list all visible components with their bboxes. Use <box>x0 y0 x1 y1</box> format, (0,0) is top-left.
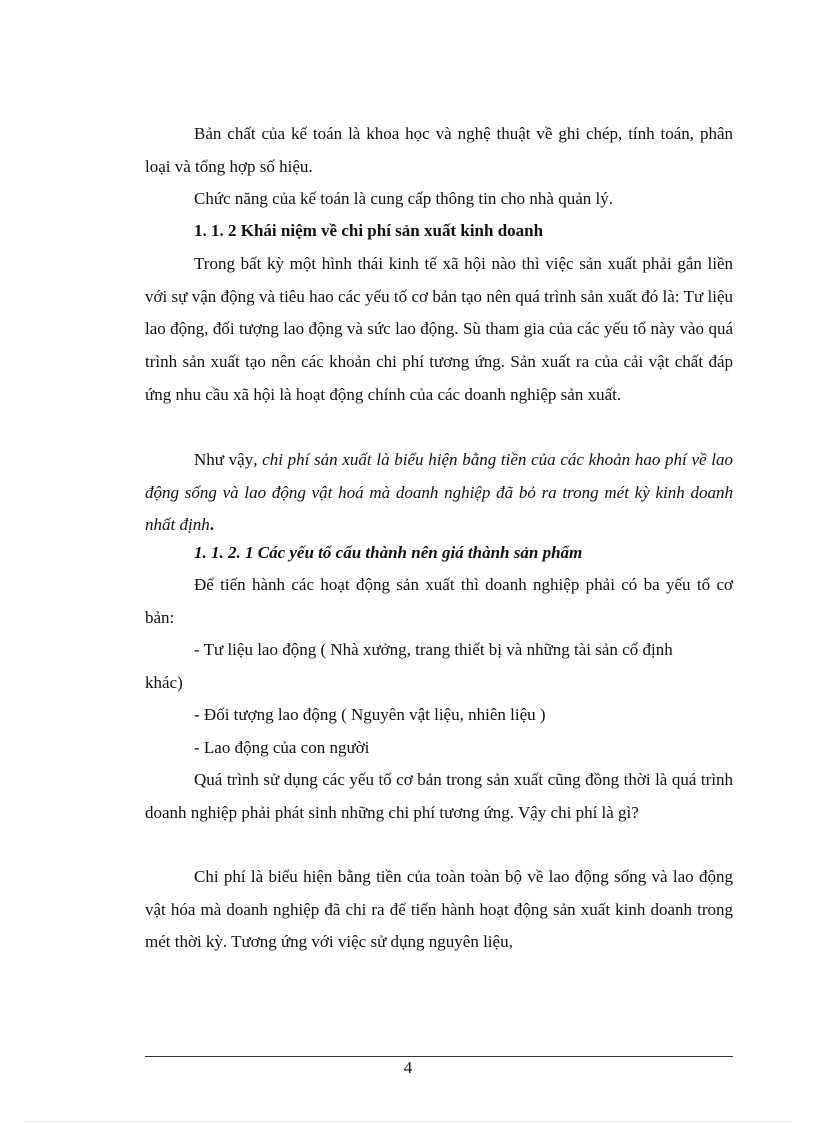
paragraph-cost-expression: Chi phí là biểu hiện bằng tiền của toàn toàn bộ về lao động sống và lao động vật hóa mà doanh nghiệp đã chi ra để tiến hành hoạt động sản xuất kinh doanh trong mét thời kỳ. Tương ứng với việc sử dụng nguyên liệu, <box>145 867 733 952</box>
paragraph-cost-process: Quá trình sử dụng các yếu tố cơ bản trong sản xuất cũng đồng thời là quá trình doanh nghiệp phải phát sinh những chi phí tương ứng. Vậy chi phí là gì? <box>145 770 733 822</box>
section-heading-1-1-2-1: 1. 1. 2. 1 Các yếu tố cấu thành nên giá thành sản phẩm <box>194 543 583 562</box>
list-item-labor-means: - Tư liệu lao động ( Nhà xưởng, trang thiết bị và những tài sản cố định <box>194 640 673 659</box>
paragraph-production-factors: Trong bất kỳ một hình thái kinh tế xã hội nào thì việc sản xuất phải gắn liền với sự vận động và tiêu hao các yếu tố cơ bản tạo nên quá trình sản xuất đó là: Tư liệu lao động, đối tượng lao động và sức lao động. Sù tham gia của các yếu tố này vào quá trình sản xuất tạo nên các khoản chi phí tương ứng. Sản xuất ra của cải vật chất đáp ứng nhu cầu xã hội là hoạt động chính của các doanh nghiệp sản xuất. <box>145 254 733 404</box>
page-number: 4 <box>403 1058 413 1077</box>
cost-definition-end: . <box>209 515 214 535</box>
footer-divider <box>145 1056 733 1057</box>
page-edge-dotted-line <box>25 1121 791 1122</box>
section-heading-1-1-2: 1. 1. 2 Khái niệm về chi phí sản xuất kinh doanh <box>194 221 544 240</box>
paragraph-accounting-function: Chức năng của kế toán là cung cấp thông tin cho nhà quản lý. <box>194 189 613 208</box>
list-item-human-labor: - Lao động của con người <box>194 738 370 757</box>
paragraph-cost-definition <box>145 444 733 542</box>
cost-definition-italic: , chi phí sản xuất là biểu hiện bằng tiền của các khoản hao phí về lao động sống và lao động vật hoá mà doanh nghiệp đã bỏ ra trong mét kỳ kinh doanh nhất định <box>145 450 733 535</box>
list-item-labor-objects: - Đối tượng lao động ( Nguyên vật liệu, nhiên liệu ) <box>194 705 546 724</box>
cost-definition-lead: Như vậy <box>194 450 254 469</box>
paragraph-three-factors: Để tiến hành các hoạt động sản xuất thì doanh nghiệp phải có ba yếu tố cơ bản: <box>145 575 733 627</box>
paragraph-accounting-nature: Bản chất của kế toán là khoa học và nghệ thuật về ghi chép, tính toán, phân loại và tổng hợp số hiệu. <box>145 124 733 176</box>
list-item-labor-means-continued: khác) <box>145 673 183 692</box>
